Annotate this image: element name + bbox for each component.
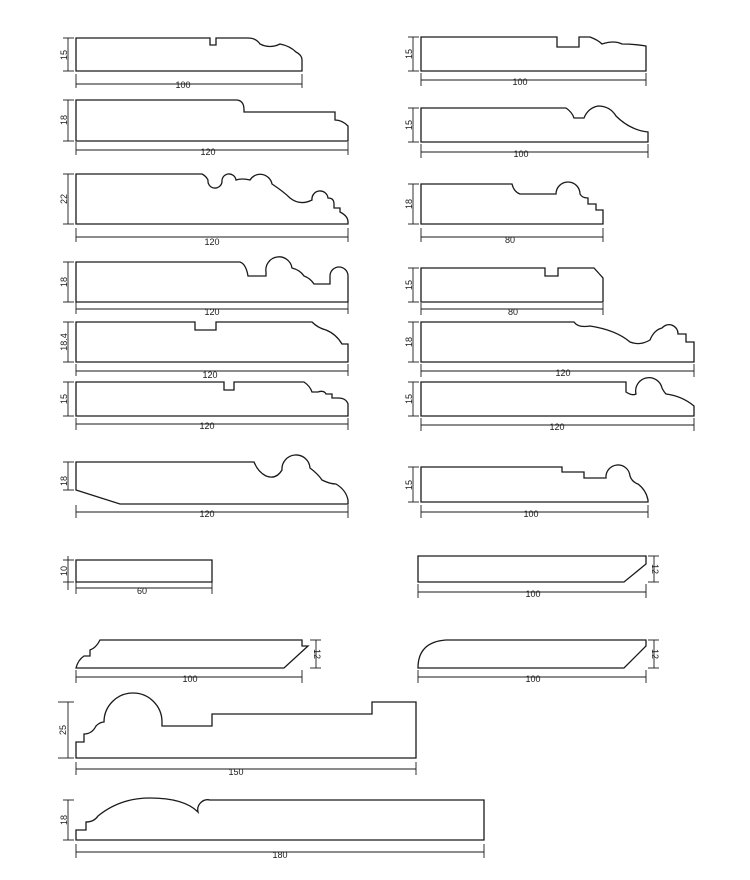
- profile-2: [59, 100, 348, 157]
- profile-9-width-label: 100: [182, 674, 198, 684]
- profile-16: [404, 322, 694, 378]
- profile-16-height-label: 18: [404, 336, 414, 348]
- profile-19: [418, 556, 660, 599]
- profile-3-width-label: 120: [204, 237, 220, 247]
- profile-8-width-label: 60: [136, 586, 148, 596]
- profile-10-width-label: 150: [228, 767, 244, 777]
- profile-12-outline: [421, 37, 646, 71]
- profile-20-outline: [418, 640, 646, 668]
- profile-15-outline: [421, 268, 603, 302]
- profile-1-outline: [76, 38, 302, 71]
- profile-7: [59, 455, 348, 519]
- profile-7-outline: [76, 455, 348, 504]
- profile-11: [59, 798, 484, 860]
- profile-15-width-label: 80: [507, 307, 519, 317]
- profile-14-outline: [421, 182, 603, 224]
- profile-14-width-label: 80: [504, 235, 516, 245]
- profile-10: [58, 693, 416, 777]
- profile-7-height-label: 18: [59, 475, 69, 487]
- profile-6-outline: [76, 382, 348, 416]
- profile-9: [76, 640, 322, 684]
- profile-1-height-label: 15: [59, 49, 69, 61]
- profile-8-height-label: 10: [59, 565, 69, 577]
- profile-5-height-label: 18.4: [59, 333, 69, 351]
- profile-16-width-label: 120: [555, 368, 571, 378]
- profile-9-height-label: 12: [312, 648, 322, 660]
- profile-5-outline: [76, 322, 348, 362]
- profile-3-height-label: 22: [59, 193, 69, 205]
- profile-1: [59, 38, 302, 90]
- profile-15: [404, 268, 603, 317]
- profile-10-height-label: 25: [58, 724, 68, 736]
- profile-2-outline: [76, 100, 348, 141]
- profile-16-outline: [421, 322, 694, 362]
- profile-18-height-label: 15: [404, 479, 414, 491]
- profile-6-height-label: 15: [59, 393, 69, 405]
- profile-8-outline: [76, 560, 212, 582]
- profile-4-width-label: 120: [204, 307, 220, 317]
- profile-2-width-label: 120: [200, 147, 216, 157]
- profile-6-width-label: 120: [199, 421, 215, 431]
- profile-13-height-label: 15: [404, 119, 414, 131]
- profile-12: [404, 37, 646, 87]
- profile-18: [404, 465, 648, 519]
- profile-3: [59, 174, 348, 247]
- profile-14: [404, 182, 603, 245]
- profile-5-width-label: 120: [202, 370, 218, 380]
- profile-4-height-label: 18: [59, 276, 69, 288]
- profile-1-width-label: 100: [175, 80, 191, 90]
- profile-13-width-label: 100: [513, 149, 529, 159]
- profile-4: [59, 257, 348, 317]
- profile-11-height-label: 18: [59, 814, 69, 826]
- profile-14-height-label: 18: [404, 198, 414, 210]
- profile-3-outline: [76, 174, 348, 224]
- profile-2-height-label: 18: [59, 114, 69, 126]
- profile-12-width-label: 100: [512, 77, 528, 87]
- profile-15-height-label: 15: [404, 279, 414, 291]
- profile-17-outline: [421, 378, 694, 416]
- profile-13-outline: [421, 106, 648, 142]
- profile-12-height-label: 15: [404, 48, 414, 60]
- profile-19-outline: [418, 556, 646, 582]
- profile-8: [59, 556, 212, 596]
- profile-18-width-label: 100: [523, 509, 539, 519]
- profile-17-width-label: 120: [549, 422, 565, 432]
- profile-17-height-label: 15: [404, 393, 414, 405]
- profile-17: [404, 378, 694, 432]
- profile-4-outline: [76, 257, 348, 302]
- profile-18-outline: [421, 465, 648, 502]
- profile-11-width-label: 180: [272, 850, 288, 860]
- profile-19-width-label: 100: [525, 589, 541, 599]
- profile-7-width-label: 120: [199, 509, 215, 519]
- profile-10-outline: [76, 693, 416, 758]
- profile-13: [404, 106, 648, 159]
- profile-9-outline: [76, 640, 308, 668]
- profile-19-height-label: 12: [650, 563, 660, 575]
- profile-20: [418, 640, 660, 684]
- profile-6: [59, 382, 348, 431]
- profile-20-width-label: 100: [525, 674, 541, 684]
- profile-5: [59, 322, 348, 380]
- profile-20-height-label: 12: [650, 648, 660, 660]
- profile-11-outline: [76, 798, 484, 840]
